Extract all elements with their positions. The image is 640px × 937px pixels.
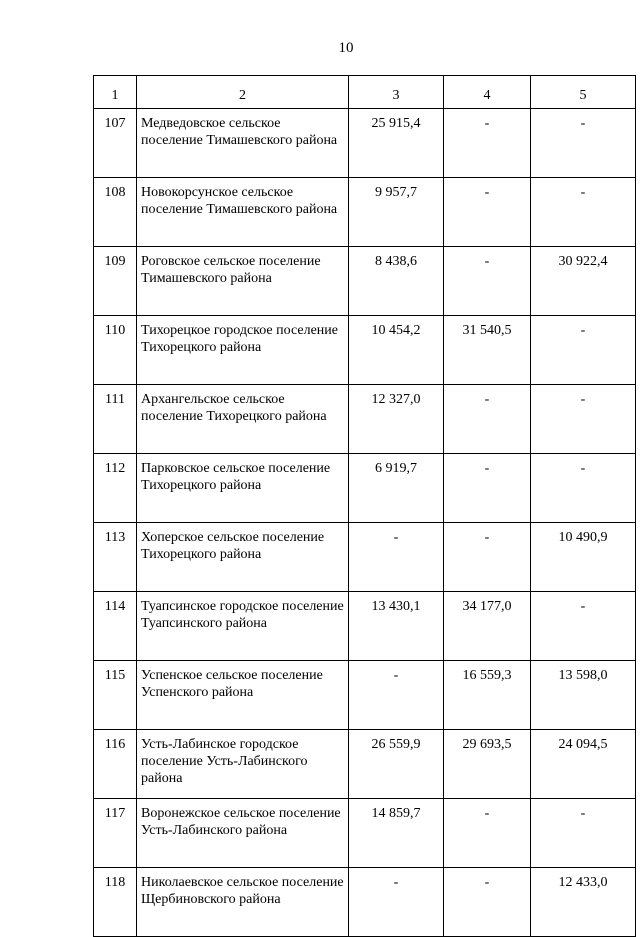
value-col5-cell: 10 490,9 xyxy=(531,523,636,592)
header-cell-5: 5 xyxy=(531,76,636,109)
row-number-cell: 110 xyxy=(94,316,137,385)
value-col5-cell: - xyxy=(531,592,636,661)
table-row xyxy=(94,385,636,454)
row-number-cell: 116 xyxy=(94,730,137,799)
settlement-name-cell: Воронежское сельское поселение Усть-Лабинского района xyxy=(137,799,349,868)
table-row xyxy=(94,454,636,523)
settlement-name-cell: Николаевское сельское поселение Щербиновского района xyxy=(137,868,349,937)
value-col3-cell: 9 957,7 xyxy=(349,178,444,247)
value-col3-cell: - xyxy=(349,523,444,592)
row-number-cell: 115 xyxy=(94,661,137,730)
value-col3-cell: 10 454,2 xyxy=(349,316,444,385)
value-col5-cell: - xyxy=(531,109,636,178)
value-col5-cell: - xyxy=(531,454,636,523)
value-col4-cell: - xyxy=(444,454,531,523)
row-number-cell: 109 xyxy=(94,247,137,316)
settlement-name-cell: Медведовское сельское поселение Тимашевского района xyxy=(137,109,349,178)
settlement-name-cell: Туапсинское городское поселение Туапсинского района xyxy=(137,592,349,661)
value-col3-cell: 26 559,9 xyxy=(349,730,444,799)
row-number-cell: 117 xyxy=(94,799,137,868)
page-number: 10 xyxy=(338,40,354,56)
value-col5-cell: - xyxy=(531,178,636,247)
value-col3-cell: - xyxy=(349,868,444,937)
table-header-row xyxy=(94,76,636,109)
value-col4-cell: 16 559,3 xyxy=(444,661,531,730)
table-row xyxy=(94,799,636,868)
table-row xyxy=(94,178,636,247)
table-row xyxy=(94,592,636,661)
value-col5-cell: 30 922,4 xyxy=(531,247,636,316)
value-col5-cell: 12 433,0 xyxy=(531,868,636,937)
value-col4-cell: - xyxy=(444,523,531,592)
value-col4-cell: - xyxy=(444,178,531,247)
value-col3-cell: 12 327,0 xyxy=(349,385,444,454)
header-cell-2: 2 xyxy=(137,76,349,109)
table-row xyxy=(94,730,636,799)
value-col3-cell: - xyxy=(349,661,444,730)
settlement-name-cell: Усть-Лабинское городское поселение Усть-Лабинского района xyxy=(137,730,349,799)
table-body xyxy=(94,76,636,937)
value-col3-cell: 14 859,7 xyxy=(349,799,444,868)
row-number-cell: 118 xyxy=(94,868,137,937)
row-number-cell: 112 xyxy=(94,454,137,523)
row-number-cell: 111 xyxy=(94,385,137,454)
settlement-name-cell: Тихорецкое городское поселение Тихорецкого района xyxy=(137,316,349,385)
value-col4-cell: - xyxy=(444,247,531,316)
value-col3-cell: 6 919,7 xyxy=(349,454,444,523)
value-col4-cell: 34 177,0 xyxy=(444,592,531,661)
value-col3-cell: 25 915,4 xyxy=(349,109,444,178)
value-col4-cell: - xyxy=(444,799,531,868)
row-number-cell: 113 xyxy=(94,523,137,592)
row-number-cell: 107 xyxy=(94,109,137,178)
table-row xyxy=(94,868,636,937)
settlement-name-cell: Успенское сельское поселение Успенского района xyxy=(137,661,349,730)
value-col3-cell: 13 430,1 xyxy=(349,592,444,661)
value-col4-cell: - xyxy=(444,385,531,454)
data-table xyxy=(93,75,636,937)
settlement-name-cell: Роговское сельское поселение Тимашевского района xyxy=(137,247,349,316)
settlement-name-cell: Парковское сельское поселение Тихорецкого района xyxy=(137,454,349,523)
value-col5-cell: - xyxy=(531,316,636,385)
table-row xyxy=(94,316,636,385)
value-col5-cell: - xyxy=(531,799,636,868)
settlement-name-cell: Архангельское сельское поселение Тихорецкого района xyxy=(137,385,349,454)
header-cell-3: 3 xyxy=(349,76,444,109)
table-row xyxy=(94,523,636,592)
value-col4-cell: - xyxy=(444,868,531,937)
value-col5-cell: 13 598,0 xyxy=(531,661,636,730)
settlement-name-cell: Новокорсунское сельское поселение Тимашевского района xyxy=(137,178,349,247)
value-col5-cell: - xyxy=(531,385,636,454)
settlement-name-cell: Хоперское сельское поселение Тихорецкого района xyxy=(137,523,349,592)
header-cell-4: 4 xyxy=(444,76,531,109)
value-col3-cell: 8 438,6 xyxy=(349,247,444,316)
row-number-cell: 108 xyxy=(94,178,137,247)
value-col4-cell: 31 540,5 xyxy=(444,316,531,385)
value-col4-cell: - xyxy=(444,109,531,178)
table-row xyxy=(94,247,636,316)
header-cell-1: 1 xyxy=(94,76,137,109)
value-col4-cell: 29 693,5 xyxy=(444,730,531,799)
value-col5-cell: 24 094,5 xyxy=(531,730,636,799)
row-number-cell: 114 xyxy=(94,592,137,661)
table-row xyxy=(94,109,636,178)
table-row xyxy=(94,661,636,730)
